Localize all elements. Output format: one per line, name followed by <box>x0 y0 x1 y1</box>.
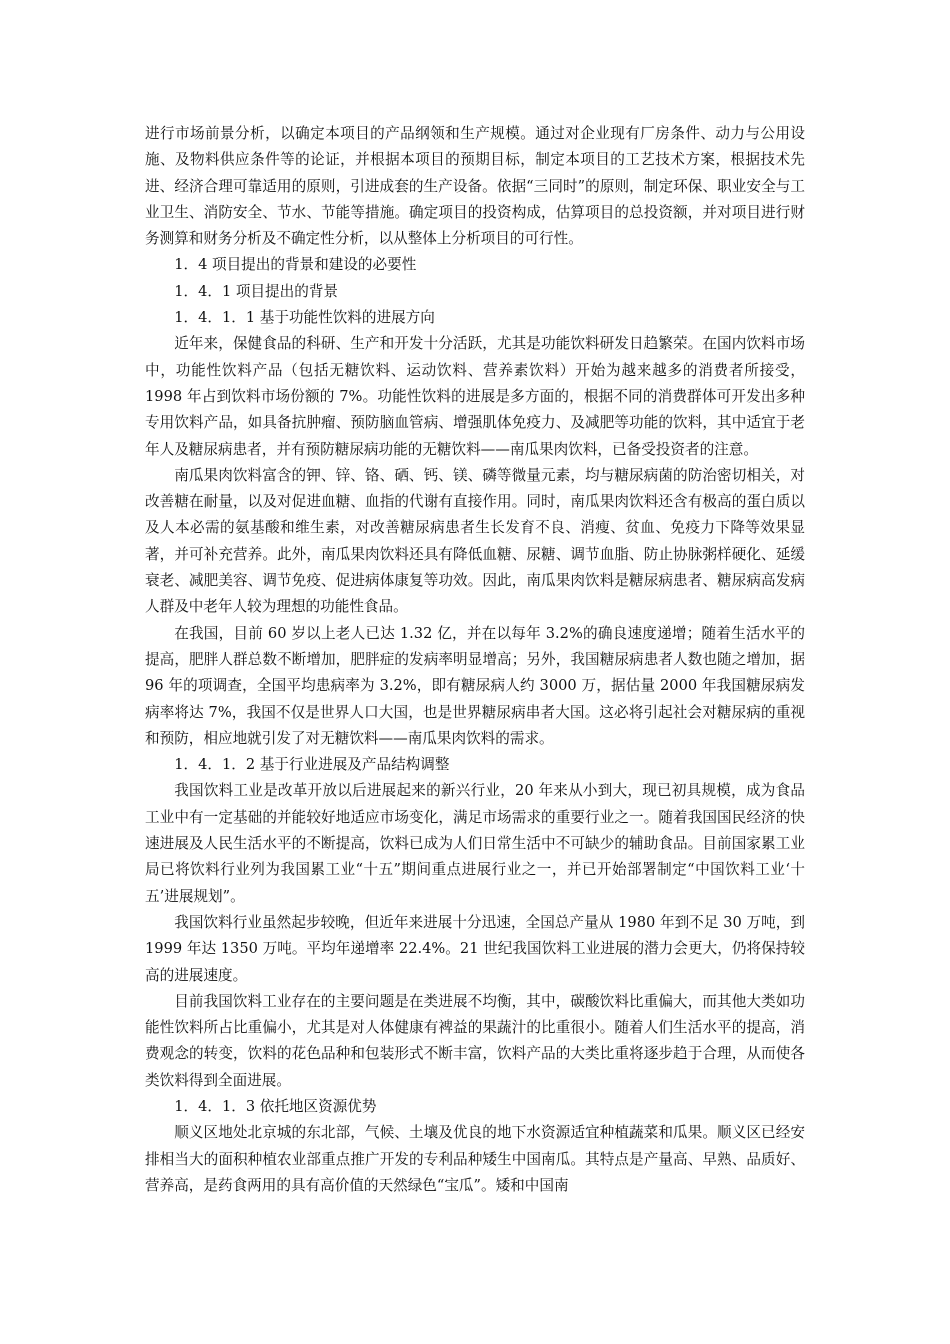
paragraph-functional-drinks-3: 在我国，目前 60 岁以上老人已达 1.32 亿，并在以每年 3.2%的确良速度递增；随着生活水平的提高，肥胖人群总数不断增加，肥胖症的发病率明显增高；另外，我国糖尿病患者人数也随之增加，据 96 年的项调查，全国平均患病率为 3.2%，即有糖尿病人约 3000 万，据估量 2000 年我国糖尿病发病率将达 7%，我国不仅是世界人口大国，也是世界糖尿病串者大国。这必将引起社会对糖尿病的重视和预防，相应地就引发了对无糖饮料——南瓜果肉饮料的需求。 <box>145 624 805 747</box>
section-heading-1-4-1-3: 1．4．1．3 依托地区资源优势 <box>174 1097 377 1115</box>
paragraph-industry-1: 我国饮料工业是改革开放以后进展起来的新兴行业，20 年来从小到大，现已初具规模，成为食品工业中有一定基础的并能较好地适应市场变化，满足市场需求的重要行业之一。随着我国国民经济的快速进展及人民生活水平的不断提高，饮料已成为人们日常生活中不可缺少的辅助食品。目前国家累工业局已将饮料行业列为我国累工业“十五”期间重点进展行业之一，并已开始部署制定“中国饮料工业‘十五’进展规划”。 <box>145 782 805 905</box>
section-heading-1-4-1-1: 1．4．1．1 基于功能性饮料的进展方向 <box>174 309 435 327</box>
paragraph-functional-drinks-2: 南瓜果肉饮料富含的钾、锌、铬、硒、钙、镁、磷等微量元素，均与糖尿病菌的防治密切相关，对改善糖在耐量，以及对促进血糖、血指的代谢有直接作用。同时，南瓜果肉饮料还含有极高的蛋白质以及人本必需的氨基酸和维生素，对改善糖尿病患者生长发育不良、消瘦、贫血、免疫力下降等效果显著，并可补充营养。此外，南瓜果肉饮料还具有降低血糖、尿糖、调节血脂、防止协脉粥样硬化、延缓衰老、减肥美容、调节免疫、促进病体康复等功效。因此，南瓜果肉饮料是糖尿病患者、糖尿病高发病人群及中老年人较为理想的功能性食品。 <box>145 466 805 616</box>
paragraph-region-1: 顺义区地处北京城的东北部，气候、土壤及优良的地下水资源适宜种植蔬菜和瓜果。顺义区已经安排相当大的面积种植农业部重点推广开发的专利品种矮生中国南瓜。其特点是产量高、早熟、品质好、营养高，是药食两用的具有高价值的天然绿色“宝瓜”。矮和中国南 <box>145 1124 805 1194</box>
intro-paragraph: 进行市场前景分析，以确定本项目的产品纲领和生产规模。通过对企业现有厂房条件、动力与公用设施、及物料供应条件等的论证，并根据本项目的预期目标，制定本项目的工艺技术方案，根据技术先进、经济合理可靠适用的原则，引进成套的生产设备。依据“三同时”的原则，制定环保、职业安全与工业卫生、消防安全、节水、节能等措施。确定项目的投资构成，估算项目的总投资额，并对项目进行财务测算和财务分析及不确定性分析，以从整体上分析项目的可行性。 <box>145 125 805 248</box>
section-heading-1-4-1: 1．4．1 项目提出的背景 <box>174 282 339 300</box>
section-heading-1-4-1-2: 1．4．1．2 基于行业进展及产品结构调整 <box>174 756 450 774</box>
section-heading-1-4: 1．4 项目提出的背景和建设的必要性 <box>174 256 417 274</box>
paragraph-industry-2: 我国饮料行业虽然起步较晚，但近年来进展十分迅速，全国总产量从 1980 年到不足 30 万吨，到 1999 年达 1350 万吨。平均年递增率 22.4%。21 世纪我国饮料工业进展的潜力会更大，仍将保持较高的进展速度。 <box>145 913 805 984</box>
paragraph-industry-3: 目前我国饮料工业存在的主要问题是在类进展不均衡，其中，碳酸饮料比重偏大，而其他大类如功能性饮料所占比重偏小，尤其是对人体健康有裨益的果蔬汁的比重很小。随着人们生活水平的提高，消费观念的转变，饮料的花色品种和包装形式不断丰富，饮料产品的大类比重将逐步趋于合理，从而使各类饮料得到全面进展。 <box>145 992 805 1089</box>
document-body <box>145 121 805 1199</box>
paragraph-functional-drinks-1: 近年来，保健食品的科研、生产和开发十分活跃，尤其是功能饮料研发日趋繁荣。在国内饮料市场中，功能性饮料产品（包括无糖饮料、运动饮料、营养素饮料）开始为越来越多的消费者所接受，1998 年占到饮料市场份额的 7%。功能性饮料的进展是多方面的，根据不同的消费群体可开发出多种专用饮料产品，如具备抗肿瘤、预防脑血管病、增强肌体免疫力、及减肥等功能的饮料，其中适宜于老年人及糖尿病患者，并有预防糖尿病功能的无糖饮料——南瓜果肉饮料，已备受投资者的注意。 <box>145 335 805 458</box>
